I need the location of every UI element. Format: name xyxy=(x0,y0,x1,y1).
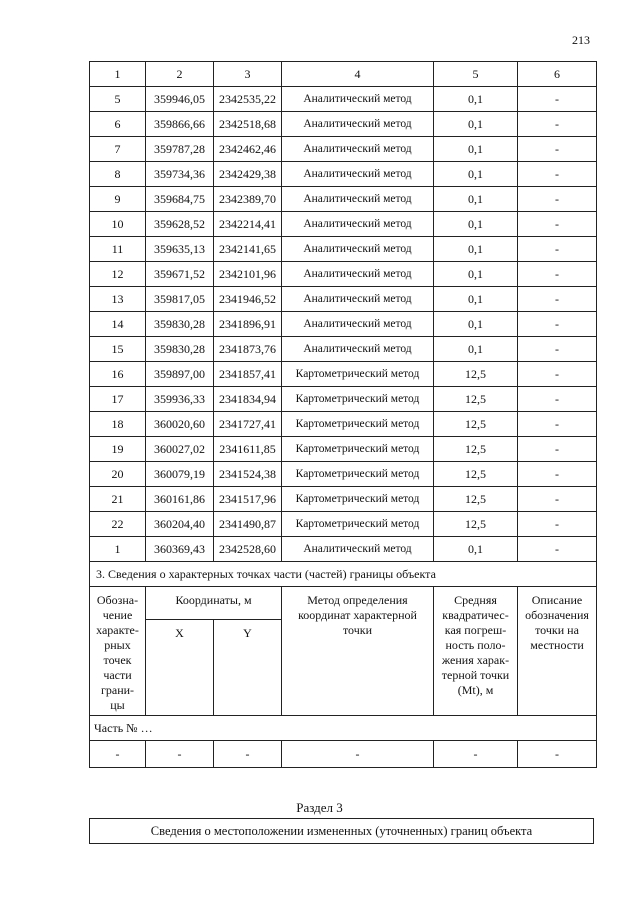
empty-cell: - xyxy=(282,741,434,768)
coord-x: 360204,40 xyxy=(146,512,214,537)
coord-x: 359936,33 xyxy=(146,387,214,412)
method: Аналитический метод xyxy=(282,262,434,287)
coord-y: 2342429,38 xyxy=(214,162,282,187)
mean-error: 0,1 xyxy=(434,537,518,562)
table-row xyxy=(90,87,597,112)
mean-error: 0,1 xyxy=(434,287,518,312)
column-number: 4 xyxy=(282,62,434,87)
coord-y: 2342389,70 xyxy=(214,187,282,212)
point-description: - xyxy=(518,262,597,287)
coord-y: 2341873,76 xyxy=(214,337,282,362)
method: Аналитический метод xyxy=(282,312,434,337)
designation-header: Обозна- чение характе- рных точек части грани- цы xyxy=(90,587,146,716)
coord-y: 2342462,46 xyxy=(214,137,282,162)
coord-y: 2341517,96 xyxy=(214,487,282,512)
coord-x: 359830,28 xyxy=(146,337,214,362)
coord-y: 2341611,85 xyxy=(214,437,282,462)
method: Картометрический метод xyxy=(282,437,434,462)
mean-error: 0,1 xyxy=(434,262,518,287)
point-number: 15 xyxy=(90,337,146,362)
empty-cell: - xyxy=(214,741,282,768)
mean-error: 0,1 xyxy=(434,162,518,187)
point-number: 11 xyxy=(90,237,146,262)
coord-x: 360027,02 xyxy=(146,437,214,462)
coord-y: 2342101,96 xyxy=(214,262,282,287)
mean-error: 0,1 xyxy=(434,312,518,337)
method: Картометрический метод xyxy=(282,387,434,412)
point-number: 12 xyxy=(90,262,146,287)
coord-x: 360020,60 xyxy=(146,412,214,437)
column-number: 6 xyxy=(518,62,597,87)
point-description: - xyxy=(518,112,597,137)
point-number: 17 xyxy=(90,387,146,412)
method: Аналитический метод xyxy=(282,112,434,137)
column-number: 5 xyxy=(434,62,518,87)
method: Картометрический метод xyxy=(282,462,434,487)
table-row xyxy=(90,512,597,537)
mean-error: 0,1 xyxy=(434,137,518,162)
section3-title: 3. Сведения о характерных точках части (частей) границы объекта xyxy=(90,562,597,587)
method: Картометрический метод xyxy=(282,512,434,537)
point-description: - xyxy=(518,187,597,212)
y-header: Y xyxy=(214,620,282,716)
mean-error: 12,5 xyxy=(434,362,518,387)
point-number: 1 xyxy=(90,537,146,562)
empty-cell: - xyxy=(518,741,597,768)
point-number: 22 xyxy=(90,512,146,537)
table-row xyxy=(90,312,597,337)
method: Картометрический метод xyxy=(282,412,434,437)
coord-x: 359628,52 xyxy=(146,212,214,237)
coord-y: 2341896,91 xyxy=(214,312,282,337)
coord-y: 2341727,41 xyxy=(214,412,282,437)
empty-cell: - xyxy=(90,741,146,768)
table-row xyxy=(90,437,597,462)
table-row xyxy=(90,387,597,412)
section3-title-row xyxy=(90,562,597,587)
point-description: - xyxy=(518,412,597,437)
table-row xyxy=(90,412,597,437)
point-number: 19 xyxy=(90,437,146,462)
mean-error: 0,1 xyxy=(434,237,518,262)
boundary-points-table xyxy=(89,61,597,768)
coord-x: 359684,75 xyxy=(146,187,214,212)
point-number: 9 xyxy=(90,187,146,212)
point-description: - xyxy=(518,362,597,387)
method: Аналитический метод xyxy=(282,87,434,112)
point-number: 13 xyxy=(90,287,146,312)
error-header: Средняя квадратичес- кая погреш- ность поло- жения харак- терной точки (Mt), м xyxy=(434,587,518,716)
method: Аналитический метод xyxy=(282,137,434,162)
mean-error: 12,5 xyxy=(434,387,518,412)
section-box-title: Сведения о местоположении измененных (уточненных) границ объекта xyxy=(89,818,594,844)
coord-x: 359897,00 xyxy=(146,362,214,387)
column-number: 2 xyxy=(146,62,214,87)
point-description: - xyxy=(518,487,597,512)
method: Аналитический метод xyxy=(282,212,434,237)
coord-x: 359635,13 xyxy=(146,237,214,262)
method: Аналитический метод xyxy=(282,187,434,212)
point-number: 21 xyxy=(90,487,146,512)
point-number: 6 xyxy=(90,112,146,137)
point-description: - xyxy=(518,212,597,237)
table-row xyxy=(90,112,597,137)
point-description: - xyxy=(518,437,597,462)
description-header: Описание обозначения точки на местности xyxy=(518,587,597,716)
coord-x: 359734,36 xyxy=(146,162,214,187)
mean-error: 12,5 xyxy=(434,487,518,512)
point-number: 7 xyxy=(90,137,146,162)
point-description: - xyxy=(518,337,597,362)
point-number: 14 xyxy=(90,312,146,337)
coord-x: 360079,19 xyxy=(146,462,214,487)
point-number: 16 xyxy=(90,362,146,387)
coord-y: 2341524,38 xyxy=(214,462,282,487)
coord-y: 2342535,22 xyxy=(214,87,282,112)
coord-x: 359946,05 xyxy=(146,87,214,112)
mean-error: 0,1 xyxy=(434,112,518,137)
table-row xyxy=(90,337,597,362)
table-row xyxy=(90,187,597,212)
empty-cell: - xyxy=(434,741,518,768)
coord-x: 359671,52 xyxy=(146,262,214,287)
coord-x: 360369,43 xyxy=(146,537,214,562)
column-number: 3 xyxy=(214,62,282,87)
empty-part-row xyxy=(90,741,597,768)
table-row xyxy=(90,462,597,487)
coord-x: 359830,28 xyxy=(146,312,214,337)
mean-error: 0,1 xyxy=(434,337,518,362)
table-row xyxy=(90,262,597,287)
point-number: 5 xyxy=(90,87,146,112)
coord-y: 2342214,41 xyxy=(214,212,282,237)
table-row xyxy=(90,237,597,262)
coord-x: 359866,66 xyxy=(146,112,214,137)
mean-error: 0,1 xyxy=(434,187,518,212)
point-number: 10 xyxy=(90,212,146,237)
coord-x: 360161,86 xyxy=(146,487,214,512)
method: Аналитический метод xyxy=(282,162,434,187)
section3-header-row xyxy=(90,587,597,620)
method: Аналитический метод xyxy=(282,537,434,562)
method: Картометрический метод xyxy=(282,487,434,512)
point-description: - xyxy=(518,162,597,187)
point-number: 8 xyxy=(90,162,146,187)
empty-cell: - xyxy=(146,741,214,768)
mean-error: 12,5 xyxy=(434,412,518,437)
method-header: Метод определения координат характерной точки xyxy=(282,587,434,716)
coord-y: 2341490,87 xyxy=(214,512,282,537)
table-row xyxy=(90,162,597,187)
table-row xyxy=(90,487,597,512)
page-number: 213 xyxy=(572,33,590,47)
table-row xyxy=(90,287,597,312)
mean-error: 0,1 xyxy=(434,212,518,237)
point-description: - xyxy=(518,137,597,162)
point-number: 20 xyxy=(90,462,146,487)
point-description: - xyxy=(518,87,597,112)
method: Картометрический метод xyxy=(282,362,434,387)
point-description: - xyxy=(518,462,597,487)
coordinates-header: Координаты, м xyxy=(146,587,282,620)
coord-y: 2342141,65 xyxy=(214,237,282,262)
x-header: X xyxy=(146,620,214,716)
point-description: - xyxy=(518,512,597,537)
method: Аналитический метод xyxy=(282,287,434,312)
coord-y: 2341834,94 xyxy=(214,387,282,412)
part-row xyxy=(90,716,597,741)
mean-error: 12,5 xyxy=(434,512,518,537)
column-number: 1 xyxy=(90,62,146,87)
point-description: - xyxy=(518,287,597,312)
table-row xyxy=(90,537,597,562)
table-row xyxy=(90,362,597,387)
mean-error: 0,1 xyxy=(434,87,518,112)
coord-x: 359787,28 xyxy=(146,137,214,162)
coord-y: 2342528,60 xyxy=(214,537,282,562)
point-description: - xyxy=(518,237,597,262)
part-label: Часть № … xyxy=(90,716,597,741)
table-row xyxy=(90,137,597,162)
method: Аналитический метод xyxy=(282,237,434,262)
column-number-row xyxy=(90,62,597,87)
mean-error: 12,5 xyxy=(434,437,518,462)
coord-y: 2341946,52 xyxy=(214,287,282,312)
coord-y: 2341857,41 xyxy=(214,362,282,387)
point-description: - xyxy=(518,312,597,337)
mean-error: 12,5 xyxy=(434,462,518,487)
point-description: - xyxy=(518,537,597,562)
section-heading: Раздел 3 xyxy=(296,800,343,815)
point-description: - xyxy=(518,387,597,412)
coord-x: 359817,05 xyxy=(146,287,214,312)
method: Аналитический метод xyxy=(282,337,434,362)
coord-y: 2342518,68 xyxy=(214,112,282,137)
table-row xyxy=(90,212,597,237)
point-number: 18 xyxy=(90,412,146,437)
